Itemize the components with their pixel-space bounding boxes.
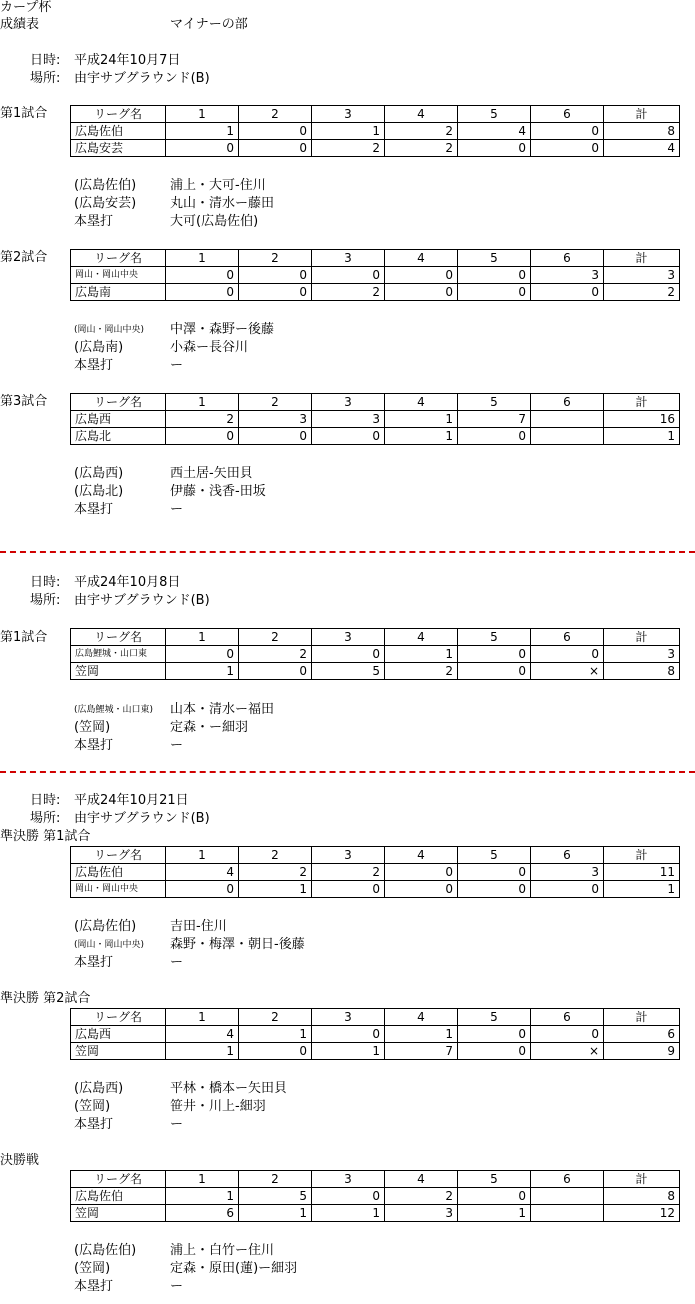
division-label: マイナーの部: [170, 17, 248, 32]
score-cell: 0: [239, 428, 312, 445]
team-col-header: リーグ名: [71, 1171, 166, 1188]
score-cell: 1: [385, 411, 458, 428]
score-cell: 0: [312, 267, 385, 284]
total-header: 計: [604, 394, 680, 411]
score-cell: 1: [239, 881, 312, 898]
inning-header: 1: [166, 106, 239, 123]
total-cell: 3: [604, 267, 680, 284]
pitcher-names: 西土居-矢田貝: [170, 466, 253, 481]
team-name: 広島北: [71, 428, 166, 445]
pitcher-names: 笹井・川上-細羽: [170, 1099, 266, 1114]
score-cell: 2: [239, 646, 312, 663]
inning-header: 3: [312, 1009, 385, 1026]
score-cell: 2: [385, 1188, 458, 1205]
score-cell: 0: [458, 864, 531, 881]
homerun-value: ー: [170, 1117, 184, 1132]
score-cell: 7: [385, 1043, 458, 1060]
scoreboard: [70, 393, 680, 445]
score-cell: 0: [458, 663, 531, 680]
score-cell: 1: [239, 1205, 312, 1222]
score-cell: 2: [166, 411, 239, 428]
score-cell: 0: [458, 1043, 531, 1060]
score-cell: 4: [458, 123, 531, 140]
inning-header: 5: [458, 106, 531, 123]
place-value: 由宇サブグラウンド(B): [74, 811, 210, 826]
score-cell: 0: [458, 881, 531, 898]
score-cell: 0: [531, 1026, 604, 1043]
section-divider: [0, 551, 695, 553]
total-cell: 1: [604, 881, 680, 898]
homerun-value: ー: [170, 1279, 184, 1294]
score-cell: 3: [239, 411, 312, 428]
homerun-value: ー: [170, 738, 184, 753]
inning-header: 1: [166, 250, 239, 267]
document-subtitle: 成績表: [0, 17, 40, 32]
inning-header: 2: [239, 1009, 312, 1026]
score-cell: 2: [312, 864, 385, 881]
score-cell: [531, 1205, 604, 1222]
date-value: 平成24年10月7日: [74, 53, 181, 68]
team-col-header: リーグ名: [71, 847, 166, 864]
total-cell: 11: [604, 864, 680, 881]
place-value: 由宇サブグラウンド(B): [74, 593, 210, 608]
homerun-label: 本塁打: [74, 1117, 114, 1132]
pitcher-team: (広島安芸): [74, 196, 137, 211]
pitcher-names: 森野・梅澤・朝日-後藤: [170, 937, 305, 952]
score-cell: 0: [239, 1043, 312, 1060]
game-title: 決勝戦: [0, 1153, 40, 1168]
score-cell: 0: [458, 284, 531, 301]
inning-header: 2: [239, 106, 312, 123]
score-cell: 2: [385, 663, 458, 680]
pitcher-team: (岡山・岡山中央): [74, 325, 145, 335]
total-cell: 8: [604, 123, 680, 140]
game-title: 第1試合: [0, 630, 48, 645]
homerun-value: ー: [170, 955, 184, 970]
scoreboard: [70, 1008, 680, 1060]
pitcher-team: (笠岡): [74, 1261, 111, 1276]
game-title: 第1試合: [0, 106, 48, 121]
homerun-value: ー: [170, 358, 184, 373]
score-cell: 0: [531, 646, 604, 663]
place-label: 場所:: [30, 811, 61, 826]
score-cell: 0: [239, 140, 312, 157]
scoreboard: [70, 1170, 680, 1222]
team-col-header: リーグ名: [71, 1009, 166, 1026]
score-cell: 5: [239, 1188, 312, 1205]
inning-header: 2: [239, 1171, 312, 1188]
homerun-label: 本塁打: [74, 1279, 114, 1294]
score-cell: 1: [312, 1043, 385, 1060]
team-name: 広島西: [71, 1026, 166, 1043]
score-cell: 2: [312, 284, 385, 301]
score-cell: 5: [312, 663, 385, 680]
score-cell: 0: [239, 284, 312, 301]
date-label: 日時:: [30, 793, 61, 808]
total-cell: 3: [604, 646, 680, 663]
team-name: 広島安芸: [71, 140, 166, 157]
score-cell: 2: [312, 140, 385, 157]
pitcher-names: 伊藤・浅香-田坂: [170, 484, 266, 499]
score-cell: 0: [531, 284, 604, 301]
inning-header: 5: [458, 1009, 531, 1026]
date-value: 平成24年10月21日: [74, 793, 189, 808]
team-name: 広島西: [71, 411, 166, 428]
score-cell: 0: [531, 140, 604, 157]
team-name: 広島鯉城・山口東: [71, 646, 166, 663]
inning-header: 3: [312, 250, 385, 267]
score-cell: 6: [166, 1205, 239, 1222]
score-cell: 0: [458, 428, 531, 445]
date-value: 平成24年10月8日: [74, 575, 181, 590]
pitcher-names: 浦上・白竹ー住川: [170, 1243, 275, 1258]
section-divider: [0, 771, 695, 773]
homerun-label: 本塁打: [74, 502, 114, 517]
score-cell: 0: [166, 646, 239, 663]
inning-header: 3: [312, 394, 385, 411]
inning-header: 3: [312, 106, 385, 123]
score-cell: 4: [166, 1026, 239, 1043]
score-cell: 0: [239, 267, 312, 284]
pitcher-names: 平林・橋本ー矢田貝: [170, 1081, 288, 1096]
inning-header: 6: [531, 629, 604, 646]
score-cell: 7: [458, 411, 531, 428]
total-cell: 8: [604, 663, 680, 680]
total-cell: 9: [604, 1043, 680, 1060]
inning-header: 4: [385, 1009, 458, 1026]
score-cell: 1: [166, 663, 239, 680]
total-cell: 4: [604, 140, 680, 157]
score-cell: 0: [312, 1188, 385, 1205]
team-name: 笠岡: [71, 663, 166, 680]
score-cell: [531, 428, 604, 445]
inning-header: 6: [531, 106, 604, 123]
total-header: 計: [604, 1009, 680, 1026]
homerun-label: 本塁打: [74, 955, 114, 970]
team-name: 岡山・岡山中央: [71, 267, 166, 284]
pitcher-names: 山本・清水ー福田: [170, 702, 275, 717]
total-header: 計: [604, 250, 680, 267]
score-cell: 0: [166, 267, 239, 284]
total-cell: 16: [604, 411, 680, 428]
pitcher-names: 小森ー長谷川: [170, 340, 249, 355]
score-cell: [531, 1188, 604, 1205]
score-cell: 0: [385, 881, 458, 898]
score-cell: 0: [239, 123, 312, 140]
total-cell: 2: [604, 284, 680, 301]
inning-header: 6: [531, 1009, 604, 1026]
pitcher-team: (笠岡): [74, 1099, 111, 1114]
score-cell: 2: [385, 140, 458, 157]
score-cell: 1: [385, 1026, 458, 1043]
place-value: 由宇サブグラウンド(B): [74, 71, 210, 86]
place-label: 場所:: [30, 71, 61, 86]
inning-header: 5: [458, 1171, 531, 1188]
homerun-label: 本塁打: [74, 738, 114, 753]
total-cell: 12: [604, 1205, 680, 1222]
pitcher-names: 定森・ー細羽: [170, 720, 249, 735]
team-col-header: リーグ名: [71, 394, 166, 411]
score-cell: 0: [385, 284, 458, 301]
scoreboard: [70, 249, 680, 301]
inning-header: 4: [385, 250, 458, 267]
inning-header: 2: [239, 629, 312, 646]
total-header: 計: [604, 106, 680, 123]
pitcher-team: (広島南): [74, 340, 124, 355]
score-cell: 0: [458, 1188, 531, 1205]
total-cell: 1: [604, 428, 680, 445]
scoreboard: [70, 105, 680, 157]
inning-header: 1: [166, 847, 239, 864]
score-cell: 4: [166, 864, 239, 881]
score-cell: 1: [312, 123, 385, 140]
score-cell: 0: [166, 284, 239, 301]
scoreboard: [70, 846, 680, 898]
document-title: カープ杯: [0, 0, 52, 15]
inning-header: 3: [312, 629, 385, 646]
score-cell: 0: [385, 864, 458, 881]
pitcher-team: (岡山・岡山中央): [74, 940, 145, 950]
pitcher-team: (広島鯉城・山口東): [74, 705, 154, 715]
inning-header: 5: [458, 250, 531, 267]
inning-header: 4: [385, 394, 458, 411]
inning-header: 5: [458, 394, 531, 411]
date-label: 日時:: [30, 575, 61, 590]
scoreboard: [70, 628, 680, 680]
pitcher-team: (広島北): [74, 484, 124, 499]
team-name: 広島佐伯: [71, 123, 166, 140]
homerun-label: 本塁打: [74, 214, 114, 229]
inning-header: 6: [531, 394, 604, 411]
score-cell: 3: [385, 1205, 458, 1222]
score-cell: 3: [312, 411, 385, 428]
inning-header: 6: [531, 847, 604, 864]
score-cell: 0: [458, 140, 531, 157]
total-header: 計: [604, 1171, 680, 1188]
score-cell: 1: [312, 1205, 385, 1222]
pitcher-team: (広島佐伯): [74, 178, 137, 193]
team-name: 広島佐伯: [71, 1188, 166, 1205]
team-col-header: リーグ名: [71, 629, 166, 646]
game-title: 第3試合: [0, 394, 48, 409]
score-cell: 0: [312, 646, 385, 663]
inning-header: 1: [166, 1009, 239, 1026]
inning-header: 1: [166, 629, 239, 646]
score-cell: 3: [531, 864, 604, 881]
team-name: 広島南: [71, 284, 166, 301]
score-cell: 2: [239, 864, 312, 881]
pitcher-names: 吉田-住川: [170, 919, 227, 934]
score-cell: 1: [385, 428, 458, 445]
team-name: 笠岡: [71, 1205, 166, 1222]
score-cell: 0: [312, 1026, 385, 1043]
score-cell: 0: [239, 663, 312, 680]
total-header: 計: [604, 629, 680, 646]
pitcher-team: (広島佐伯): [74, 1243, 137, 1258]
total-cell: 8: [604, 1188, 680, 1205]
pitcher-names: 浦上・大可-住川: [170, 178, 266, 193]
team-col-header: リーグ名: [71, 106, 166, 123]
team-name: 笠岡: [71, 1043, 166, 1060]
pitcher-names: 丸山・清水ー藤田: [170, 196, 275, 211]
pitcher-team: (広島佐伯): [74, 919, 137, 934]
inning-header: 4: [385, 629, 458, 646]
score-cell: 1: [385, 646, 458, 663]
team-col-header: リーグ名: [71, 250, 166, 267]
inning-header: 3: [312, 847, 385, 864]
inning-header: 6: [531, 1171, 604, 1188]
score-cell: 0: [166, 428, 239, 445]
homerun-value: ー: [170, 502, 184, 517]
total-header: 計: [604, 847, 680, 864]
inning-header: 5: [458, 629, 531, 646]
inning-header: 3: [312, 1171, 385, 1188]
pitcher-names: 中澤・森野ー後藤: [170, 322, 275, 337]
score-cell: ×: [531, 663, 604, 680]
score-cell: 0: [312, 428, 385, 445]
inning-header: 1: [166, 394, 239, 411]
team-name: 広島佐伯: [71, 864, 166, 881]
score-cell: 1: [458, 1205, 531, 1222]
score-cell: 0: [312, 881, 385, 898]
score-cell: 0: [531, 123, 604, 140]
score-cell: 0: [458, 267, 531, 284]
pitcher-names: 定森・原田(蓮)ー細羽: [170, 1261, 298, 1276]
score-cell: [531, 411, 604, 428]
inning-header: 1: [166, 1171, 239, 1188]
game-title: 準決勝 第1試合: [0, 829, 91, 844]
game-title: 準決勝 第2試合: [0, 991, 91, 1006]
score-cell: 0: [458, 1026, 531, 1043]
pitcher-team: (広島西): [74, 1081, 124, 1096]
game-title: 第2試合: [0, 250, 48, 265]
score-cell: 0: [458, 646, 531, 663]
inning-header: 6: [531, 250, 604, 267]
score-cell: 1: [166, 123, 239, 140]
pitcher-team: (笠岡): [74, 720, 111, 735]
team-name: 岡山・岡山中央: [71, 881, 166, 898]
score-cell: 1: [166, 1188, 239, 1205]
score-cell: 0: [385, 267, 458, 284]
inning-header: 4: [385, 106, 458, 123]
homerun-value: 大可(広島佐伯): [170, 214, 259, 229]
inning-header: 5: [458, 847, 531, 864]
inning-header: 4: [385, 1171, 458, 1188]
inning-header: 4: [385, 847, 458, 864]
score-cell: 1: [166, 1043, 239, 1060]
score-cell: 0: [531, 881, 604, 898]
homerun-label: 本塁打: [74, 358, 114, 373]
inning-header: 2: [239, 250, 312, 267]
score-cell: ×: [531, 1043, 604, 1060]
inning-header: 2: [239, 394, 312, 411]
score-cell: 0: [166, 881, 239, 898]
total-cell: 6: [604, 1026, 680, 1043]
score-cell: 1: [239, 1026, 312, 1043]
score-cell: 2: [385, 123, 458, 140]
score-cell: 3: [531, 267, 604, 284]
place-label: 場所:: [30, 593, 61, 608]
date-label: 日時:: [30, 53, 61, 68]
score-cell: 0: [166, 140, 239, 157]
inning-header: 2: [239, 847, 312, 864]
pitcher-team: (広島西): [74, 466, 124, 481]
